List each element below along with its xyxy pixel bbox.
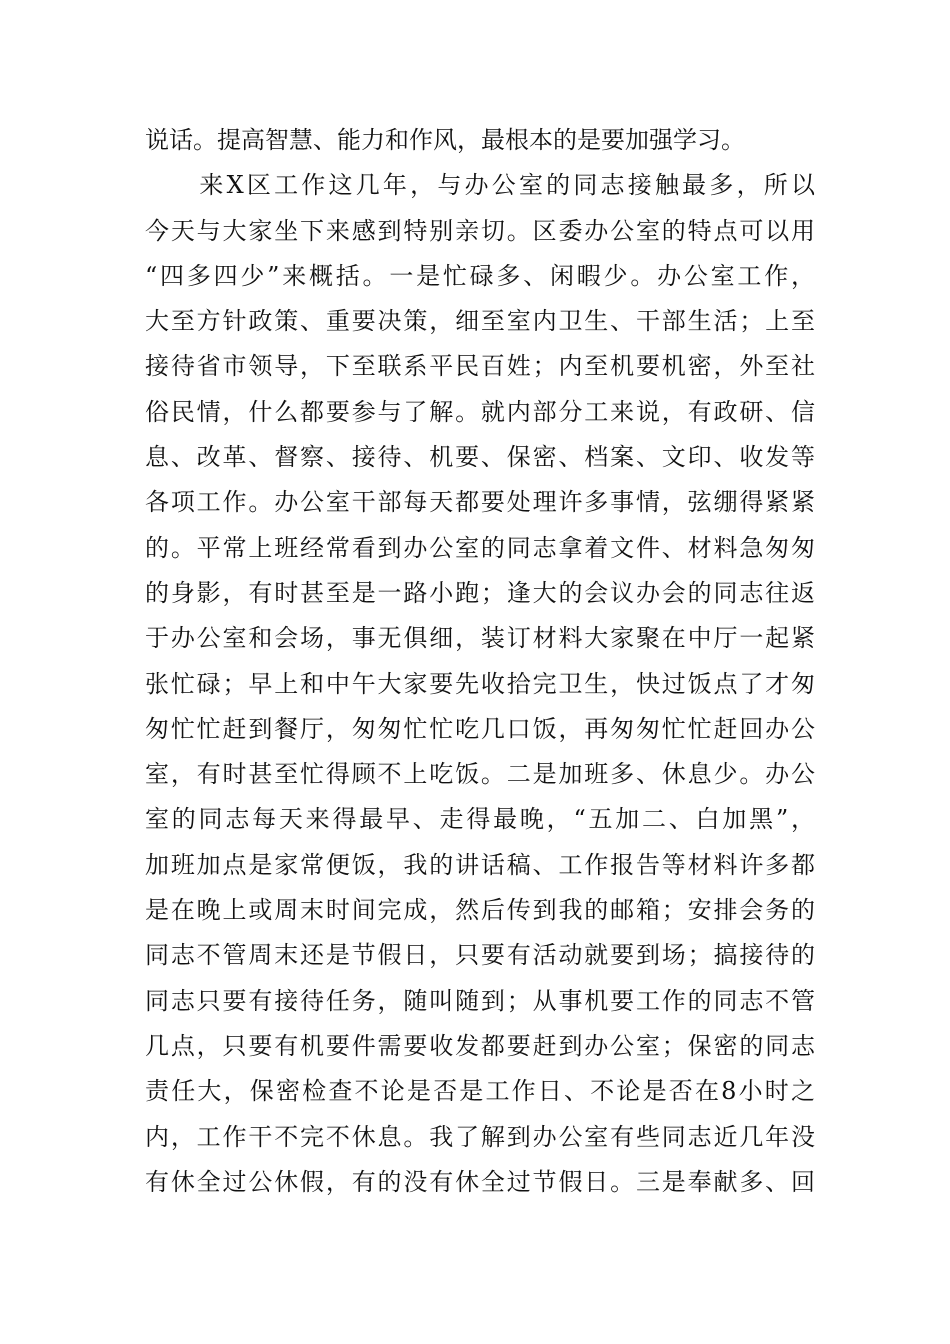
text-line: 今天与大家坐下来感到特别亲切。区委办公室的特点可以用 bbox=[145, 216, 815, 245]
text-line: 俗民情，什么都要参与了解。就内部分工来说，有政研、信 bbox=[145, 397, 815, 426]
text-line: 大至方针政策、重要决策，细至室内卫生、干部生活；上至 bbox=[145, 307, 815, 336]
text-line: 室，有时甚至忙得顾不上吃饭。二是加班多、休息少。办公 bbox=[145, 760, 815, 789]
text-line: 是在晚上或周末时间完成，然后传到我的邮箱；安排会务的 bbox=[145, 896, 815, 925]
text-line: 息、改革、督察、接待、机要、保密、档案、文印、收发等 bbox=[145, 443, 815, 472]
text-line: 张忙碌；早上和中午大家要先收拾完卫生，快过饭点了才匆 bbox=[145, 669, 815, 698]
text-line: 接待省市领导，下至联系平民百姓；内至机要机密，外至社 bbox=[145, 352, 815, 381]
text-line: 各项工作。办公室干部每天都要处理许多事情，弦绷得紧紧 bbox=[145, 488, 815, 517]
text-line: 同志只要有接待任务，随叫随到；从事机要工作的同志不管 bbox=[145, 986, 815, 1015]
text-line: 于办公室和会场，事无俱细，装订材料大家聚在中厅一起紧 bbox=[145, 624, 815, 653]
text-line: 的身影，有时甚至是一路小跑；逢大的会议办会的同志往返 bbox=[145, 578, 815, 607]
text-line: 有休全过公休假，有的没有休全过节假日。三是奉献多、回 bbox=[145, 1167, 815, 1196]
text-line: 内，工作干不完不休息。我了解到办公室有些同志近几年没 bbox=[145, 1122, 815, 1151]
text-line: 几点，只要有机要件需要收发都要赶到办公室；保密的同志 bbox=[145, 1031, 815, 1060]
body-text bbox=[145, 118, 815, 1205]
text-line: “四多四少”来概括。一是忙碌多、闲暇少。办公室工作， bbox=[145, 261, 815, 290]
text-line: 来X区工作这几年，与办公室的同志接触最多，所以 bbox=[145, 171, 815, 200]
text-line: 室的同志每天来得最早、走得最晚，“五加二、白加黑”， bbox=[145, 805, 815, 834]
text-line: 加班加点是家常便饭，我的讲话稿、工作报告等材料许多都 bbox=[145, 850, 815, 879]
text-line: 同志不管周末还是节假日，只要有活动就要到场；搞接待的 bbox=[145, 941, 815, 970]
text-line: 匆忙忙赶到餐厅，匆匆忙忙吃几口饭，再匆匆忙忙赶回办公 bbox=[145, 714, 815, 743]
text-line: 说话。提高智慧、能力和作风，最根本的是要加强学习。 bbox=[145, 126, 745, 154]
text-line: 责任大，保密检查不论是否是工作日、不论是否在8小时之 bbox=[145, 1077, 815, 1106]
text-line: 的。平常上班经常看到办公室的同志拿着文件、材料急匆匆 bbox=[145, 533, 815, 562]
